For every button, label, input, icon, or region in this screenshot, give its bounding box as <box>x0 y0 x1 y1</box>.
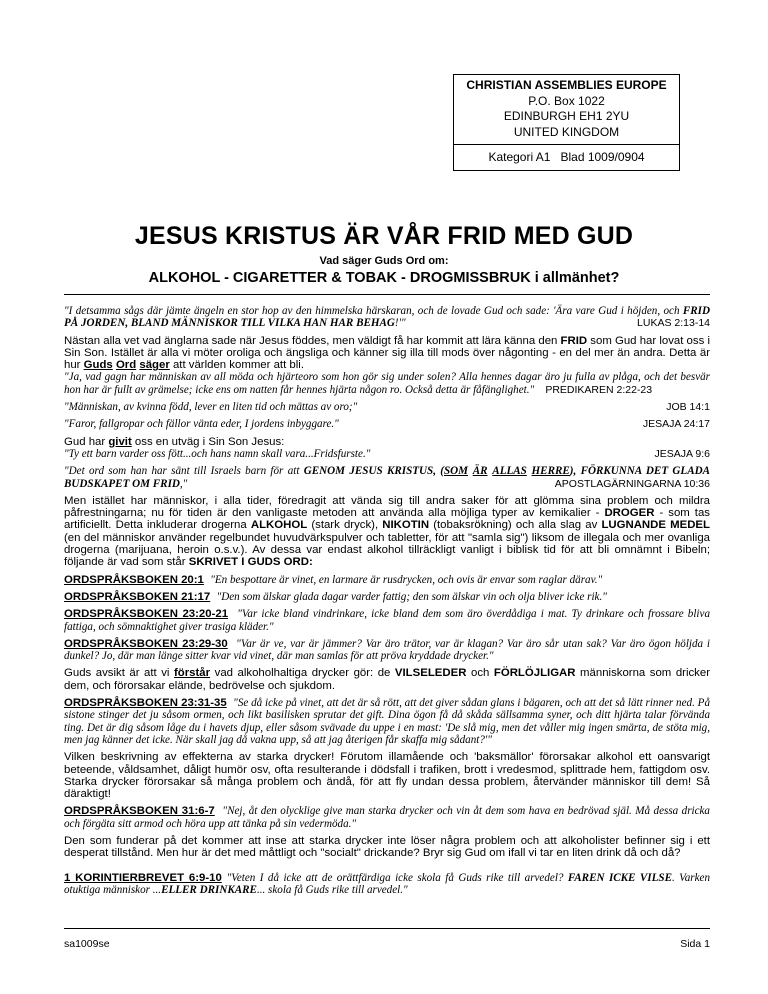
paragraph-effects: Vilken beskrivning av effekterna av starka drycker! Förutom illamående och 'baksmällor' förorsakar alkohol ett oansvarigt beteende, våldsamhet, dåligt humör osv, ofta resulterande i dödsfall i trafiken, brott i vredesmod, splittrade hem, fattigdom osv. Starka drycker förorsakar så många problem och ändå, för att fly undan dessa problem, återvänder människor till dem! Så däraktigt! <box>64 751 710 801</box>
bottom-divider <box>64 928 710 929</box>
verse-proverbs-23-20: ORDSPRÅKSBOKEN 23:20-21 "Var icke bland vindrinkare, icke bland dem som äro överdådiga i mat. Ty drinkare och frossare bliva fattiga, och sömnaktighet giver trasiga kläder." <box>64 608 710 633</box>
paragraph-isaiah-24: JESAJA 24:17 "Faror, fallgropar och fällor vänta eder, I jordens inbyggare." <box>64 418 710 431</box>
verse-1-corinthians-6-9: 1 KORINTIERBREVET 6:9-10 "Veten I då icke att de orättfärdiga icke skola få Guds rike till arvedel? FAREN ICKE VILSE. Varken otuktiga människor ...ELLER DRINKARE... skola få Guds rike till arvedel." <box>64 871 710 896</box>
publisher-box <box>453 74 680 171</box>
publisher-pobox: P.O. Box 1022 <box>528 93 605 108</box>
paragraph-acts: "Det ord som han har sänt till Israels barn för att GENOM JESUS KRISTUS, (SOM ÄR ALLAS HERRE), FÖRKUNNA DET GLADA BUDSKAPET OM FRID," APOSTLAGÄRNINGARNA 10:36 <box>64 465 711 490</box>
paragraph-job: JOB 14:1 "Människan, av kvinna född, lever en liten tid och mättas av oro;" <box>64 401 710 414</box>
top-divider <box>64 294 710 295</box>
publisher-city: EDINBURGH EH1 2YU <box>503 109 630 123</box>
publisher-name: CHRISTIAN ASSEMBLIES EUROPE <box>466 78 667 92</box>
verse-ref: ORDSPRÅKSBOKEN 23:20-21 <box>64 608 229 621</box>
verse-proverbs-21-17: ORDSPRÅKSBOKEN 21:17 "Den som älskar glada dagar varder fattig; den som älskar vin och olja bliver icke rik." <box>64 590 607 603</box>
paragraph-drugs: Men istället har människor, i alla tider, föredragit att vända sig till andra saker för att glömma sina problem och mildra påfrestningarna; nu för tiden är den vanligaste metoden att använda alla möjliga typer av kemikalier - DROGER - som tas artificiellt. Detta inkluderar drogerna ALKOHOL (stark dryck), NIKOTIN (tobaksrökning) och alla slag av LUGNANDE MEDEL (en del människor använder regelbundet huvudvärkspulver och tabletter, för att "samla sig") liksom de illegala och mer ovanliga drogerna (marijuana, heroin o.s.v.). Av dessa var endast alkohol tillräckligt vanligt i biblisk tid för att bli omnämnt i Bibeln; följande är vad som står SKRIVET I GUDS ORD: <box>64 494 710 569</box>
scripture-ref: LUKAS 2:13-14 <box>637 317 710 330</box>
verse-ref: 1 KORINTIERBREVET 6:9-10 <box>64 871 222 884</box>
document-body <box>64 305 710 901</box>
verse-ref: ORDSPRÅKSBOKEN 21:17 <box>64 590 211 603</box>
scripture-ref: APOSTLAGÄRNINGARNA 10:36 <box>554 477 710 490</box>
scripture-ref: JOB 14:1 <box>666 401 710 414</box>
topic-heading: ALKOHOL - CIGARETTER & TOBAK - DROGMISSBRUK i allmänhet? <box>148 270 620 286</box>
verse-ref: ORDSPRÅKSBOKEN 23:29-30 <box>64 637 228 650</box>
publisher-country: UNITED KINGDOM <box>513 124 620 139</box>
page-number: Sida 1 <box>680 938 710 950</box>
verse-ref: ORDSPRÅKSBOKEN 31:6-7 <box>64 805 215 818</box>
category-sheet: Kategori A1 Blad 1009/0904 <box>454 144 679 170</box>
paragraph-purpose: Guds avsikt är att vi förstår vad alkoholhaltiga drycker gör: de VILSELEDER och FÖRLÖJLIGAR människorna som dricker dem, och förorsakar elände, bedrövelse och sjukdom. <box>64 667 711 692</box>
scripture-ref: JESAJA 24:17 <box>642 418 710 431</box>
paragraph-isaiah-9: Gud har givit oss en utväg i Sin Son Jesus: JESAJA 9:6 "Ty ett barn varder oss fött...och hans namn skall vara...Fridsfurste." <box>64 435 710 460</box>
subtitle: Vad säger Guds Ord om: <box>319 255 449 267</box>
paragraph-luke: "I detsamma sågs där jämte ängeln en stor hop av den himmelska härskaran, och de lovade Gud och sade: 'Ära vare Gud i höjden, och FRID PÅ JORDEN, BLAND MÄNNISKOR TILL VILKA HAN HAR BEHAG!'" LUKAS 2:13-14 <box>64 305 710 330</box>
page-title: JESUS KRISTUS ÄR VÅR FRID MED GUD <box>134 222 634 250</box>
publisher-address <box>454 75 679 144</box>
verse-proverbs-23-31: ORDSPRÅKSBOKEN 23:31-35 "Se då icke på vinet, att det är så rött, att det giver sådan glans i bägaren, och att det så lätt rinner ned. På sistone stinger det ju såsom ormen, och likt basilisken sprutar det gift. Dina ögon få då skåda sällsamma syner, och ditt hjärta talar förvända ting. Det är dig såsom låge du i havets djup, eller såsom svävade du uppe i en mast: 'De slå mig, men det våller mig ingen smärta, de stöta mig, men jag känner det icke. När skall jag då vakna upp, så att jag återigen får skaffa mig sådant?'" <box>64 697 710 746</box>
verse-proverbs-23-29: ORDSPRÅKSBOKEN 23:29-30 "Var är ve, var är jämmer? Var äro trätor, var är klagan? Var äro sår utan sak? Var äro ögon höljda i dunkel? Jo, där man länge sitter kvar vid vinet, där man samlas för att pröva kryddade drycker." <box>64 637 710 663</box>
document-code: sa1009se <box>64 938 110 950</box>
verse-proverbs-20-1: ORDSPRÅKSBOKEN 20:1 "En bespottare är vinet, en larmare är rusdrycken, och ovis är envar som raglar därav." <box>64 573 603 586</box>
verse-ref: ORDSPRÅKSBOKEN 23:31-35 <box>64 697 227 710</box>
verse-ref: ORDSPRÅKSBOKEN 20:1 <box>64 573 204 586</box>
verse-proverbs-31-6: ORDSPRÅKSBOKEN 31:6-7 "Nej, åt den olycklige give man starka drycker och vin åt dem som hava en bedrövad själ. Må dessa dricka och förgäta sitt armod och höra upp att tänka på sin vedermöda." <box>64 805 710 830</box>
paragraph-social-drinking: Den som funderar på det kommer att inse att starka drycker inte löser några problem och att alkoholister befinner sig i ett desperat tillstånd. Men hur är det med måttligt och "socialt" drickande? Bryr sig Gud om ifall vi tar en liten drink då och då? <box>64 834 710 860</box>
paragraph-intro: Nästan alla vet vad änglarna sade när Jesus föddes, men väldigt få har kommit att lära känna den FRID som Gud har lovat oss i Sin Son. Istället är alla vi möter oroliga och ängsliga och känner sig illa till mods över någonting - en del mer än andra. Detta är hur Guds Ord säger att världen kommer att bli. "Ja, vad gagn har människan av all möda och hjärteoro som hon gör sig under solen? Alla hennes dagar äro ju fulla av plåga, och det besvär hon har är fullt av grämelse; icke ens om natten får hennes hjärta någon ro. Också detta är fåfänglighet." PREDIKAREN 2:22-23 <box>64 334 710 396</box>
scripture-ref: PREDIKAREN 2:22-23 <box>545 383 653 396</box>
scripture-ref: JESAJA 9:6 <box>654 447 710 460</box>
